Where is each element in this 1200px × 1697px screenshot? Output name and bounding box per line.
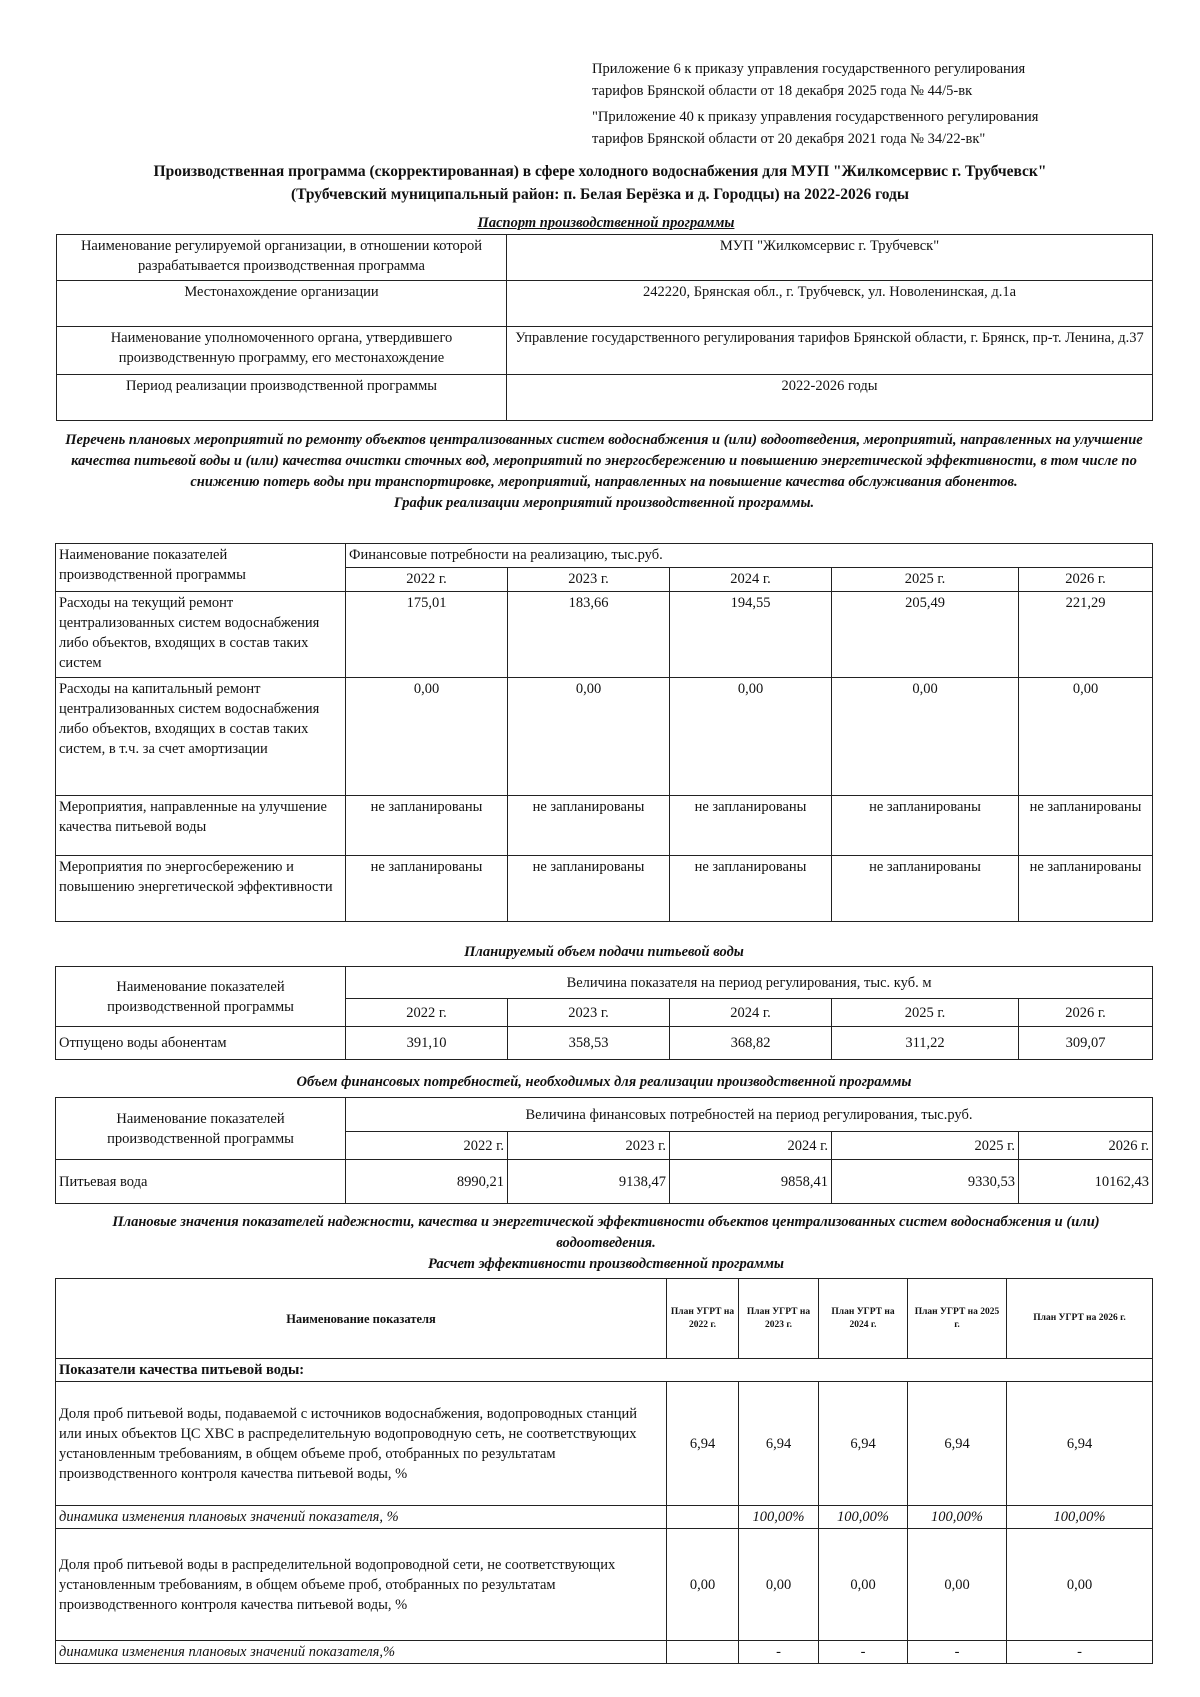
passport-caption-text: Паспорт производственной программы	[477, 215, 735, 231]
measures-col-header: Наименование показателей производственной программы	[56, 544, 346, 592]
indicators-subcaption: Расчет эффективности производственной программы	[428, 1256, 784, 1272]
indicators-dynamics-row	[56, 1506, 1153, 1529]
order-reference-line: тарифов Брянской области от 20 декабря 2021 года № 34/22-вк"	[592, 131, 986, 147]
volume-row-label: Отпущено воды абонентам	[56, 1027, 346, 1060]
year-header: 2024 г.	[670, 1132, 832, 1160]
volume-col-header: Наименование показателей производственной программы	[56, 967, 346, 1027]
measures-cell: 183,66	[508, 592, 670, 678]
dynamics-cell: 100,00%	[908, 1506, 1007, 1529]
year-header: 2026 г.	[1019, 999, 1153, 1027]
dynamics-label: динамика изменения плановых значений показателя, %	[56, 1506, 667, 1529]
passport-label: Наименование уполномоченного органа, утвердившего производственную программу, его местонахождение	[57, 327, 507, 375]
measures-cell: не запланированы	[346, 856, 508, 922]
indicator-cell: 0,00	[819, 1529, 908, 1641]
finance-row-label: Питьевая вода	[56, 1160, 346, 1204]
volume-row	[56, 1027, 1153, 1060]
indicators-section-title: Показатели качества питьевой воды:	[56, 1359, 1153, 1382]
indicator-cell: 0,00	[667, 1529, 739, 1641]
indicator-cell: 6,94	[1007, 1382, 1153, 1506]
year-header: 2026 г.	[1019, 1132, 1153, 1160]
finance-col-header: Наименование показателей производственной программы	[56, 1098, 346, 1160]
passport-row	[57, 375, 1153, 421]
volume-cell: 358,53	[508, 1027, 670, 1060]
passport-label: Период реализации производственной программы	[57, 375, 507, 421]
order-reference-line: тарифов Брянской области от 18 декабря 2025 года № 44/5-вк	[592, 83, 973, 99]
indicator-cell: 0,00	[908, 1529, 1007, 1641]
indicators-table	[55, 1278, 1153, 1664]
measures-cell: не запланированы	[832, 796, 1019, 856]
plan-header: План УГРТ на 2025 г.	[908, 1279, 1007, 1359]
dynamics-label: динамика изменения плановых значений показателя,%	[56, 1641, 667, 1664]
measures-row	[56, 856, 1153, 922]
measures-cell: 0,00	[1019, 678, 1153, 796]
volume-group-header: Величина показателя на период регулирования, тыс. куб. м	[346, 967, 1153, 999]
volume-cell: 309,07	[1019, 1027, 1153, 1060]
finance-caption	[56, 1072, 1152, 1093]
indicators-dynamics-row	[56, 1641, 1153, 1664]
measures-cell: не запланированы	[832, 856, 1019, 922]
page-title	[60, 160, 1140, 206]
year-header: 2023 г.	[508, 568, 670, 592]
measures-row-label: Расходы на капитальный ремонт централизованных систем водоснабжения либо объектов, входящих в состав таких систем, в т.ч. за счет амортизации	[56, 678, 346, 796]
finance-cell: 9330,53	[832, 1160, 1019, 1204]
indicators-row	[56, 1529, 1153, 1641]
year-header: 2025 г.	[832, 1132, 1019, 1160]
passport-label: Местонахождение организации	[57, 281, 507, 327]
measures-cell: 221,29	[1019, 592, 1153, 678]
order-reference-line: "Приложение 40 к приказу управления государственного регулирования	[592, 109, 1039, 125]
passport-caption	[56, 213, 1156, 234]
plan-header: План УГРТ на 2022 г.	[667, 1279, 739, 1359]
indicators-section-row	[56, 1359, 1153, 1382]
measures-cell: не запланированы	[670, 796, 832, 856]
year-header: 2024 г.	[670, 999, 832, 1027]
volume-caption	[56, 942, 1152, 963]
measures-cell: 0,00	[832, 678, 1019, 796]
measures-row-label: Мероприятия по энергосбережению и повышению энергетической эффективности	[56, 856, 346, 922]
indicator-cell: 0,00	[1007, 1529, 1153, 1641]
passport-row	[57, 235, 1153, 281]
year-header: 2023 г.	[508, 1132, 670, 1160]
passport-value: 2022-2026 годы	[507, 375, 1153, 421]
page-title-line: (Трубчевский муниципальный район: п. Белая Берёзка и д. Городцы) на 2022-2026 годы	[290, 186, 910, 203]
order-reference	[592, 58, 1152, 150]
volume-cell: 391,10	[346, 1027, 508, 1060]
indicators-caption-text: Плановые значения показателей надежности, качества и энергетической эффективности объектов централизованных систем водоснабжения и (или) водоотведения.	[112, 1214, 1100, 1251]
measures-row-label: Расходы на текущий ремонт централизованных систем водоснабжения либо объектов, входящих в состав таких систем	[56, 592, 346, 678]
finance-table	[55, 1097, 1153, 1204]
measures-caption	[64, 430, 1144, 514]
year-header: 2022 г.	[346, 568, 508, 592]
measures-caption-text: Перечень плановых мероприятий по ремонту объектов централизованных систем водоснабжения и (или) водоотведения, мероприятий, направленных на улучшение качества питьевой воды и (или) качества очистки сточных вод, мероприятий по энергосбережению и повышению энергетической эффективности, в том числе по снижению потерь воды при транспортировке, мероприятий, направленных на повышение качества обслуживания абонентов.	[65, 432, 1143, 490]
passport-row	[57, 281, 1153, 327]
measures-cell: не запланированы	[508, 796, 670, 856]
plan-header: План УГРТ на 2026 г.	[1007, 1279, 1153, 1359]
indicators-col-header: Наименование показателя	[56, 1279, 667, 1359]
measures-cell: 0,00	[670, 678, 832, 796]
year-header: 2023 г.	[508, 999, 670, 1027]
indicator-label: Доля проб питьевой воды в распределительной водопроводной сети, не соответствующих установленным требованиям, в общем объеме проб, отобранных по результатам производственного контроля качества питьевой воды, %	[56, 1529, 667, 1641]
passport-value: Управление государственного регулирования тарифов Брянской области, г. Брянск, пр-т. Ленина, д.37	[507, 327, 1153, 375]
indicator-label: Доля проб питьевой воды, подаваемой с источников водоснабжения, водопроводных станций или иных объектов ЦС ХВС в распределительную водопроводную сеть, не соответствующих установленным требованиям, в общем объеме проб, отобранных по результатам производственного контроля качества питьевой воды, %	[56, 1382, 667, 1506]
volume-table	[55, 966, 1153, 1060]
passport-label: Наименование регулируемой организации, в отношении которой разрабатывается производственная программа	[57, 235, 507, 281]
measures-cell: 205,49	[832, 592, 1019, 678]
measures-subcaption: График реализации мероприятий производственной программы.	[393, 495, 815, 511]
dynamics-cell: -	[819, 1641, 908, 1664]
indicators-header-row	[56, 1279, 1153, 1359]
volume-cell: 368,82	[670, 1027, 832, 1060]
measures-cell: 0,00	[508, 678, 670, 796]
measures-row	[56, 592, 1153, 678]
finance-cell: 8990,21	[346, 1160, 508, 1204]
finance-group-header: Величина финансовых потребностей на период регулирования, тыс.руб.	[346, 1098, 1153, 1132]
page-title-line: Производственная программа (скорректированная) в сфере холодного водоснабжения для МУП "Жилкомсервис г. Трубчевск"	[153, 163, 1047, 180]
plan-header: План УГРТ на 2023 г.	[739, 1279, 819, 1359]
passport-row	[57, 327, 1153, 375]
measures-group-header: Финансовые потребности на реализацию, тыс.руб.	[346, 544, 1153, 568]
indicator-cell: 6,94	[819, 1382, 908, 1506]
order-reference-line: Приложение 6 к приказу управления государственного регулирования	[592, 61, 1026, 77]
measures-cell: не запланированы	[1019, 856, 1153, 922]
plan-header: План УГРТ на 2024 г.	[819, 1279, 908, 1359]
finance-row	[56, 1160, 1153, 1204]
indicator-cell: 6,94	[908, 1382, 1007, 1506]
finance-cell: 10162,43	[1019, 1160, 1153, 1204]
finance-cell: 9138,47	[508, 1160, 670, 1204]
measures-row-label: Мероприятия, направленные на улучшение качества питьевой воды	[56, 796, 346, 856]
year-header: 2024 г.	[670, 568, 832, 592]
passport-value: 242220, Брянская обл., г. Трубчевск, ул. Новоленинская, д.1а	[507, 281, 1153, 327]
volume-caption-text: Планируемый объем подачи питьевой воды	[464, 944, 744, 960]
year-header: 2026 г.	[1019, 568, 1153, 592]
dynamics-cell: -	[1007, 1641, 1153, 1664]
dynamics-cell: 100,00%	[1007, 1506, 1153, 1529]
indicator-cell: 6,94	[667, 1382, 739, 1506]
dynamics-cell	[667, 1506, 739, 1529]
measures-row	[56, 796, 1153, 856]
year-header: 2022 г.	[346, 1132, 508, 1160]
measures-cell: 194,55	[670, 592, 832, 678]
volume-cell: 311,22	[832, 1027, 1019, 1060]
passport-table	[56, 234, 1153, 421]
year-header: 2022 г.	[346, 999, 508, 1027]
finance-cell: 9858,41	[670, 1160, 832, 1204]
measures-cell: не запланированы	[670, 856, 832, 922]
measures-cell: не запланированы	[1019, 796, 1153, 856]
measures-cell: не запланированы	[508, 856, 670, 922]
measures-table	[55, 543, 1153, 922]
finance-caption-text: Объем финансовых потребностей, необходимых для реализации производственной программы	[296, 1074, 912, 1090]
measures-cell: 175,01	[346, 592, 508, 678]
passport-value: МУП "Жилкомсервис г. Трубчевск"	[507, 235, 1153, 281]
dynamics-cell	[667, 1641, 739, 1664]
dynamics-cell: 100,00%	[819, 1506, 908, 1529]
indicator-cell: 0,00	[739, 1529, 819, 1641]
finance-header-row	[56, 1098, 1153, 1132]
measures-cell: 0,00	[346, 678, 508, 796]
dynamics-cell: 100,00%	[739, 1506, 819, 1529]
volume-header-row	[56, 967, 1153, 999]
measures-cell: не запланированы	[346, 796, 508, 856]
year-header: 2025 г.	[832, 999, 1019, 1027]
measures-header-row	[56, 544, 1153, 568]
indicators-row	[56, 1382, 1153, 1506]
dynamics-cell: -	[908, 1641, 1007, 1664]
indicator-cell: 6,94	[739, 1382, 819, 1506]
year-header: 2025 г.	[832, 568, 1019, 592]
measures-row	[56, 678, 1153, 796]
dynamics-cell: -	[739, 1641, 819, 1664]
indicators-caption	[86, 1212, 1126, 1275]
